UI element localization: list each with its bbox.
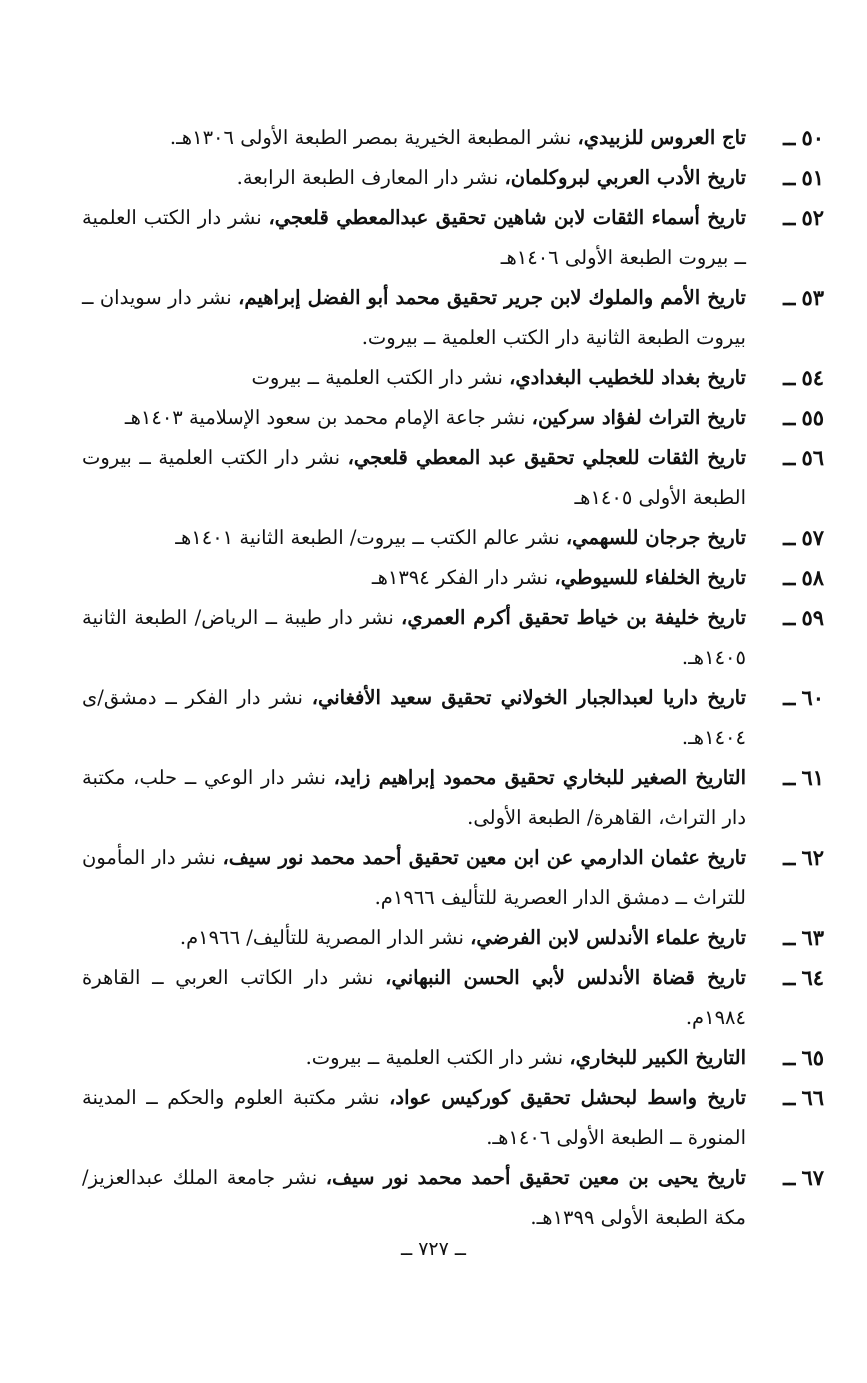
entry-details: نشر جاعة الإمام محمد بن سعود الإسلامية ١٤٠٣هـ <box>124 406 532 429</box>
entry-details: نشر دار الفكر ــ دمشق/ى ١٤٠٤هـ. <box>82 686 746 749</box>
entry-title: التاريخ الكبير للبخاري، <box>569 1046 746 1069</box>
entry-details: نشر دار الكتب العلمية ــ بيروت الطبعة الأولى ١٤٠٦هـ <box>82 206 746 269</box>
entry-title: تاريخ الثقات للعجلي تحقيق عبد المعطي قلعجي، <box>347 446 746 469</box>
entry-number: ٥٦ــ <box>783 445 824 470</box>
entry-text <box>82 278 746 358</box>
entry-number: ٥١ــ <box>783 165 824 190</box>
bibliography-entry <box>82 758 824 838</box>
entry-title: التاريخ الصغير للبخاري تحقيق محمود إبراهيم زايد، <box>333 766 746 789</box>
entry-text <box>82 158 746 198</box>
entry-number: ٥٨ــ <box>783 565 824 590</box>
bibliography-entry <box>82 198 824 278</box>
entry-details: نشر جامعة الملك عبدالعزيز/ مكة الطبعة الأولى ١٣٩٩هـ. <box>82 1166 746 1229</box>
entry-number: ٦٠ــ <box>783 685 824 710</box>
entry-text <box>82 958 746 1038</box>
entry-title: تاريخ الأدب العربي لبروكلمان، <box>504 166 746 189</box>
entry-text <box>82 558 746 598</box>
entry-details: نشر عالم الكتب ــ بيروت/ الطبعة الثانية ١٤٠١هـ <box>175 526 566 549</box>
entry-number: ٦١ــ <box>783 765 824 790</box>
bibliography-entry <box>82 958 824 1038</box>
entry-title: تاريخ التراث لفؤاد سركين، <box>531 406 746 429</box>
entry-text <box>82 838 746 918</box>
entry-details: نشر دار سويدان ــ بيروت الطبعة الثانية دار الكتب العلمية ــ بيروت. <box>82 286 746 349</box>
entry-number: ٥٠ــ <box>783 125 824 150</box>
entry-title: تاريخ الأمم والملوك لابن جرير تحقيق محمد أبو الفضل إبراهيم، <box>238 286 746 309</box>
entry-number: ٦٢ــ <box>783 845 824 870</box>
entry-number: ٥٤ــ <box>783 365 824 390</box>
entry-text <box>82 438 746 518</box>
bibliography-entry <box>82 918 824 958</box>
bibliography-entry <box>82 438 824 518</box>
entry-number: ٥٩ــ <box>783 605 824 630</box>
bibliography-entry <box>82 678 824 758</box>
bibliography-entry <box>82 598 824 678</box>
entry-text <box>82 918 746 958</box>
entry-details: نشر مكتبة العلوم والحكم ــ المدينة المنورة ــ الطبعة الأولى ١٤٠٦هـ. <box>82 1086 746 1149</box>
entry-text <box>82 398 746 438</box>
entry-title: تاريخ الخلفاء للسيوطي، <box>554 566 746 589</box>
entry-details: نشر المطبعة الخيرية بمصر الطبعة الأولى ١٣٠٦هـ. <box>169 126 578 149</box>
bibliography-entry <box>82 398 824 438</box>
bibliography-entry <box>82 158 824 198</box>
entry-details: نشر دار المأمون للتراث ــ دمشق الدار العصرية للتأليف ١٩٦٦م. <box>82 846 746 909</box>
entry-number: ٦٦ــ <box>783 1085 824 1110</box>
entry-text <box>82 1158 746 1238</box>
entry-title: تاريخ جرجان للسهمي، <box>565 526 746 549</box>
entry-title: تاريخ قضاة الأندلس لأبي الحسن النبهاني، <box>385 966 746 989</box>
bibliography-entry <box>82 118 824 158</box>
entry-number: ٥٧ــ <box>783 525 824 550</box>
entry-text <box>82 598 746 678</box>
entry-details: نشر دار المعارف الطبعة الرابعة. <box>236 166 505 189</box>
entry-number: ٦٧ــ <box>783 1165 824 1190</box>
entry-title: تاريخ بغداد للخطيب البغدادي، <box>509 366 746 389</box>
entry-text <box>82 118 746 158</box>
entry-text <box>82 758 746 838</box>
entry-number: ٦٤ــ <box>783 965 824 990</box>
bibliography-entry <box>82 1038 824 1078</box>
entry-text <box>82 1078 746 1158</box>
entry-number: ٥٥ــ <box>783 405 824 430</box>
entry-details: نشر دار الكاتب العربي ــ القاهرة ١٩٨٤م. <box>82 966 746 1029</box>
bibliography-entry <box>82 1078 824 1158</box>
entry-title: تاريخ عثمان الدارمي عن ابن معين تحقيق أحمد محمد نور سيف، <box>222 846 746 869</box>
entry-number: ٦٥ــ <box>783 1045 824 1070</box>
bibliography-entry <box>82 278 824 358</box>
page-number: ــ ٧٢٧ ــ <box>401 1238 466 1260</box>
entry-title: تاريخ علماء الأندلس لابن الفرضي، <box>470 926 746 949</box>
entry-text <box>82 678 746 758</box>
entry-details: نشر دار الكتب العلمية ــ بيروت. <box>305 1046 570 1069</box>
entry-details: نشر دار الوعي ــ حلب، مكتبة دار التراث، القاهرة/ الطبعة الأولى. <box>82 766 746 829</box>
entry-details: نشر دار طيبة ــ الرياض/ الطبعة الثانية ١٤٠٥هـ. <box>82 606 746 669</box>
entry-title: تاريخ أسماء الثقات لابن شاهين تحقيق عبدالمعطي قلعجي، <box>268 206 746 229</box>
entry-details: نشر دار الكتب العلمية ــ بيروت <box>251 366 510 389</box>
entry-title: تاريخ يحيى بن معين تحقيق أحمد محمد نور سيف، <box>325 1166 746 1189</box>
entry-details: نشر دار الكتب العلمية ــ بيروت الطبعة الأولى ١٤٠٥هـ <box>82 446 746 509</box>
entry-text <box>82 1038 746 1078</box>
entry-title: تاريخ واسط لبحشل تحقيق كوركيس عواد، <box>389 1086 747 1109</box>
entry-number: ٥٣ــ <box>783 285 824 310</box>
entry-text <box>82 198 746 278</box>
bibliography-entry <box>82 358 824 398</box>
entry-text <box>82 358 746 398</box>
entry-number: ٥٢ــ <box>783 205 824 230</box>
bibliography-entry <box>82 1158 824 1238</box>
entry-details: نشر الدار المصرية للتأليف/ ١٩٦٦م. <box>179 926 471 949</box>
entry-text <box>82 518 746 558</box>
entry-details: نشر دار الفكر ١٣٩٤هـ <box>371 566 555 589</box>
bibliography-entry <box>82 558 824 598</box>
entry-number: ٦٣ــ <box>783 925 824 950</box>
bibliography-list <box>82 118 824 1238</box>
bibliography-entry <box>82 518 824 558</box>
bibliography-entry <box>82 838 824 918</box>
entry-title: تاريخ خليفة بن خياط تحقيق أكرم العمري، <box>401 606 746 629</box>
entry-title: تاريخ داريا لعبدالجبار الخولاني تحقيق سعيد الأفغاني، <box>311 686 747 709</box>
entry-title: تاج العروس للزبيدي، <box>577 126 746 149</box>
